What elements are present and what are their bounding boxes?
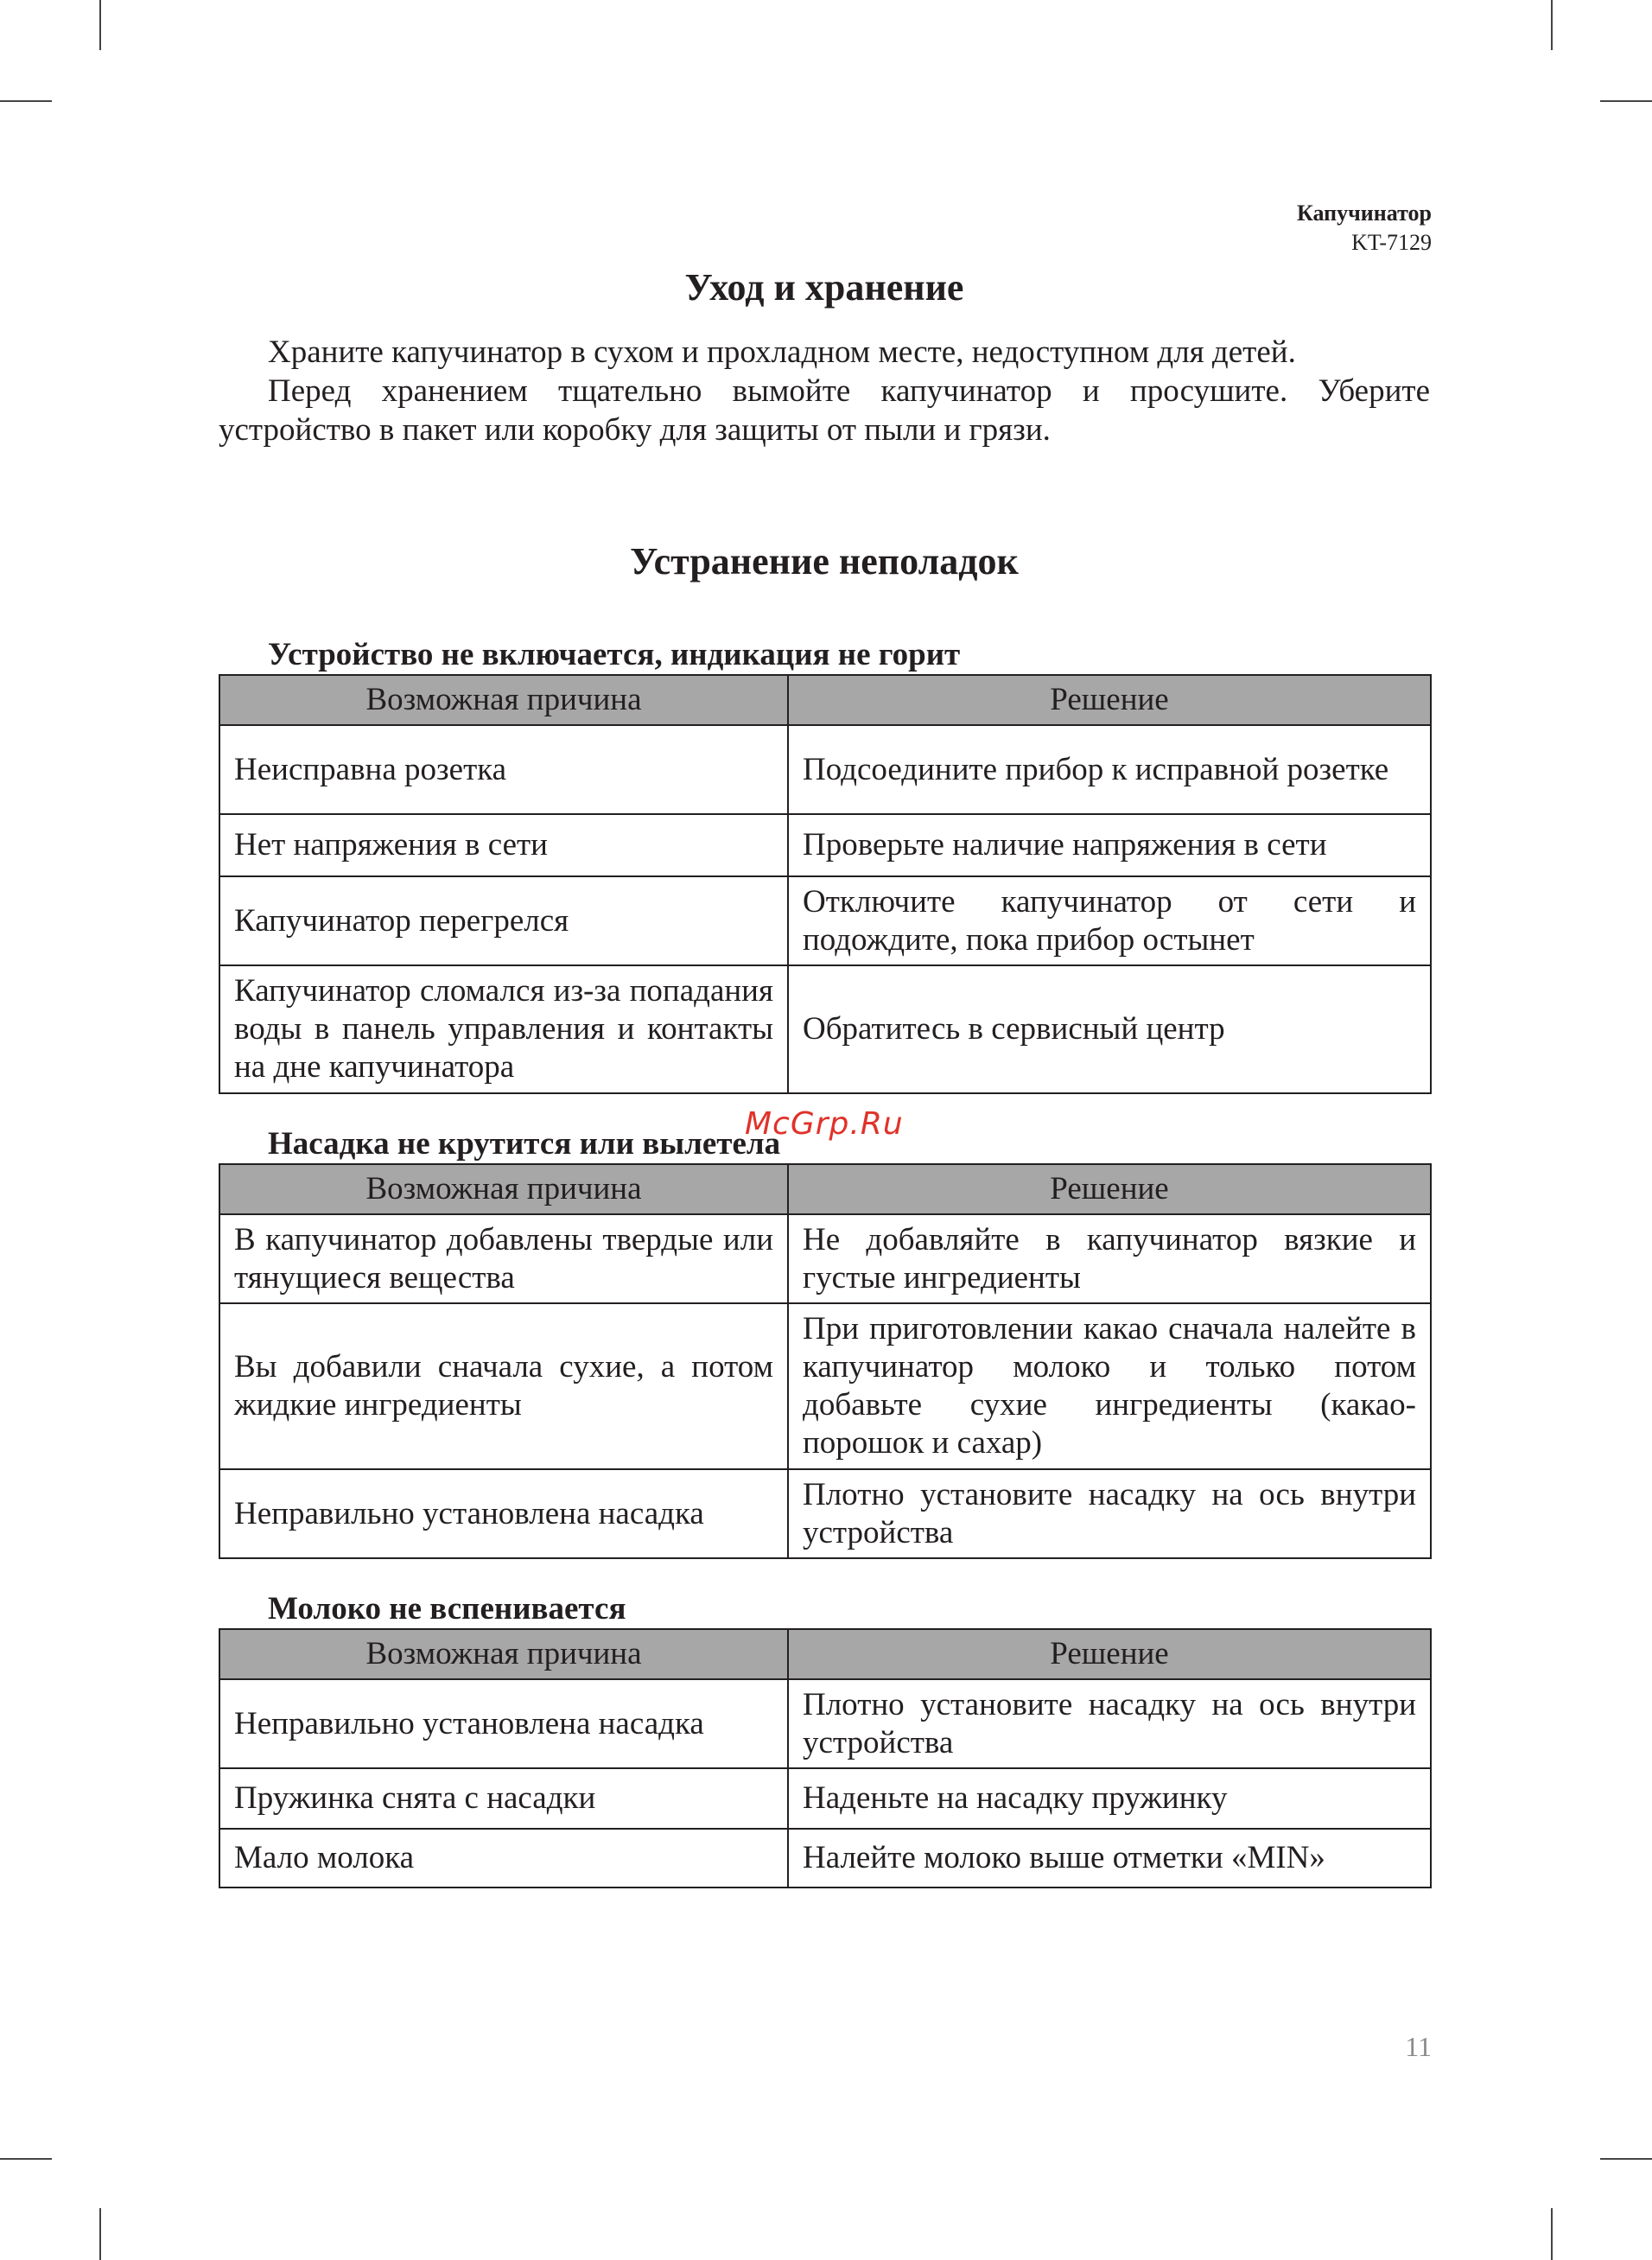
- solution-cell: Подсоедините прибор к исправной розетке: [788, 725, 1431, 814]
- cause-cell: Нет напряжения в сети: [219, 814, 788, 876]
- table-row: [219, 1303, 1431, 1469]
- crop-mark-top-left-horizontal: [0, 100, 52, 102]
- cause-cell: Неисправна розетка: [219, 725, 788, 814]
- troubleshooting-table: [219, 1163, 1432, 1559]
- table-row: [219, 876, 1431, 965]
- column-header-cause: Возможная причина: [219, 1164, 788, 1214]
- troubleshooting-title: Устранение неполадок: [630, 540, 1019, 583]
- troubleshooting-table: [219, 674, 1432, 1094]
- section-heading: Молоко не вспенивается: [268, 1591, 626, 1627]
- product-name: Капучинатор: [1297, 201, 1432, 226]
- cause-cell: Пружинка снята с насадки: [219, 1768, 788, 1829]
- column-header-cause: Возможная причина: [219, 1629, 788, 1679]
- care-paragraph-1: Храните капучинатор в сухом и прохладном месте, недоступном для детей.: [268, 334, 1296, 370]
- page-number: 11: [1405, 2031, 1432, 2062]
- page-content: [219, 259, 1430, 1888]
- solution-cell: Отключите капучинатор от сети и подождите, пока прибор остынет: [788, 876, 1431, 965]
- column-header-solution: Решение: [788, 675, 1431, 725]
- table-row: [219, 1679, 1431, 1768]
- crop-mark-bottom-right-horizontal: [1600, 2158, 1652, 2160]
- cause-cell: Неправильно установлена насадка: [219, 1469, 788, 1558]
- column-header-cause: Возможная причина: [219, 675, 788, 725]
- table-header-row: [219, 1164, 1431, 1214]
- crop-mark-bottom-left-horizontal: [0, 2158, 52, 2160]
- troubleshooting-table: [219, 1628, 1432, 1888]
- watermark: McGrp.Ru: [745, 1106, 904, 1142]
- column-header-solution: Решение: [788, 1629, 1431, 1679]
- table-row: [219, 965, 1431, 1093]
- crop-mark-top-right-horizontal: [1600, 100, 1652, 102]
- table-row: [219, 1214, 1431, 1303]
- care-title: Уход и хранение: [684, 266, 964, 309]
- solution-cell: Наденьте на насадку пружинку: [788, 1768, 1431, 1829]
- table-header-row: [219, 1629, 1431, 1679]
- solution-cell: Не добавляйте в капучинатор вязкие и густые ингредиенты: [788, 1214, 1431, 1303]
- solution-cell: Налейте молоко выше отметки «MIN»: [788, 1829, 1431, 1888]
- table-row: [219, 725, 1431, 814]
- section-heading: Устройство не включается, индикация не горит: [268, 637, 961, 672]
- cause-cell: Капучинатор перегрелся: [219, 876, 788, 965]
- crop-mark-bottom-right-vertical: [1551, 2208, 1553, 2260]
- column-header-solution: Решение: [788, 1164, 1431, 1214]
- solution-cell: Плотно установите насадку на ось внутри устройства: [788, 1469, 1431, 1558]
- cause-cell: Неправильно установлена насадка: [219, 1679, 788, 1768]
- cause-cell: Капучинатор сломался из-за попадания воды в панель управления и контакты на дне капучинатора: [219, 965, 788, 1093]
- solution-cell: Проверьте наличие напряжения в сети: [788, 814, 1431, 876]
- table-row: [219, 814, 1431, 876]
- table-row: [219, 1768, 1431, 1829]
- table-row: [219, 1469, 1431, 1558]
- crop-mark-bottom-left-vertical: [99, 2208, 101, 2260]
- table-row: [219, 1829, 1431, 1888]
- cause-cell: Вы добавили сначала сухие, а потом жидкие ингредиенты: [219, 1303, 788, 1469]
- product-model: KT-7129: [1351, 230, 1432, 255]
- solution-cell: При приготовлении какао сначала налейте в капучинатор молоко и только потом добавьте сухие ингредиенты (какао-порошок и сахар): [788, 1303, 1431, 1469]
- care-paragraph-2: Перед хранением тщательно вымойте капучинатор и просушите. Уберите устройство в пакет или коробку для защиты от пыли и грязи.: [219, 373, 1430, 448]
- running-header: [1297, 199, 1432, 258]
- solution-cell: Плотно установите насадку на ось внутри устройства: [788, 1679, 1431, 1768]
- crop-mark-top-right-vertical: [1551, 0, 1553, 50]
- cause-cell: В капучинатор добавлены твердые или тянущиеся вещества: [219, 1214, 788, 1303]
- table-header-row: [219, 675, 1431, 725]
- section-heading: Насадка не крутится или вылетела: [268, 1126, 781, 1162]
- solution-cell: Обратитесь в сервисный центр: [788, 965, 1431, 1093]
- crop-mark-top-left-vertical: [99, 0, 101, 50]
- cause-cell: Мало молока: [219, 1829, 788, 1888]
